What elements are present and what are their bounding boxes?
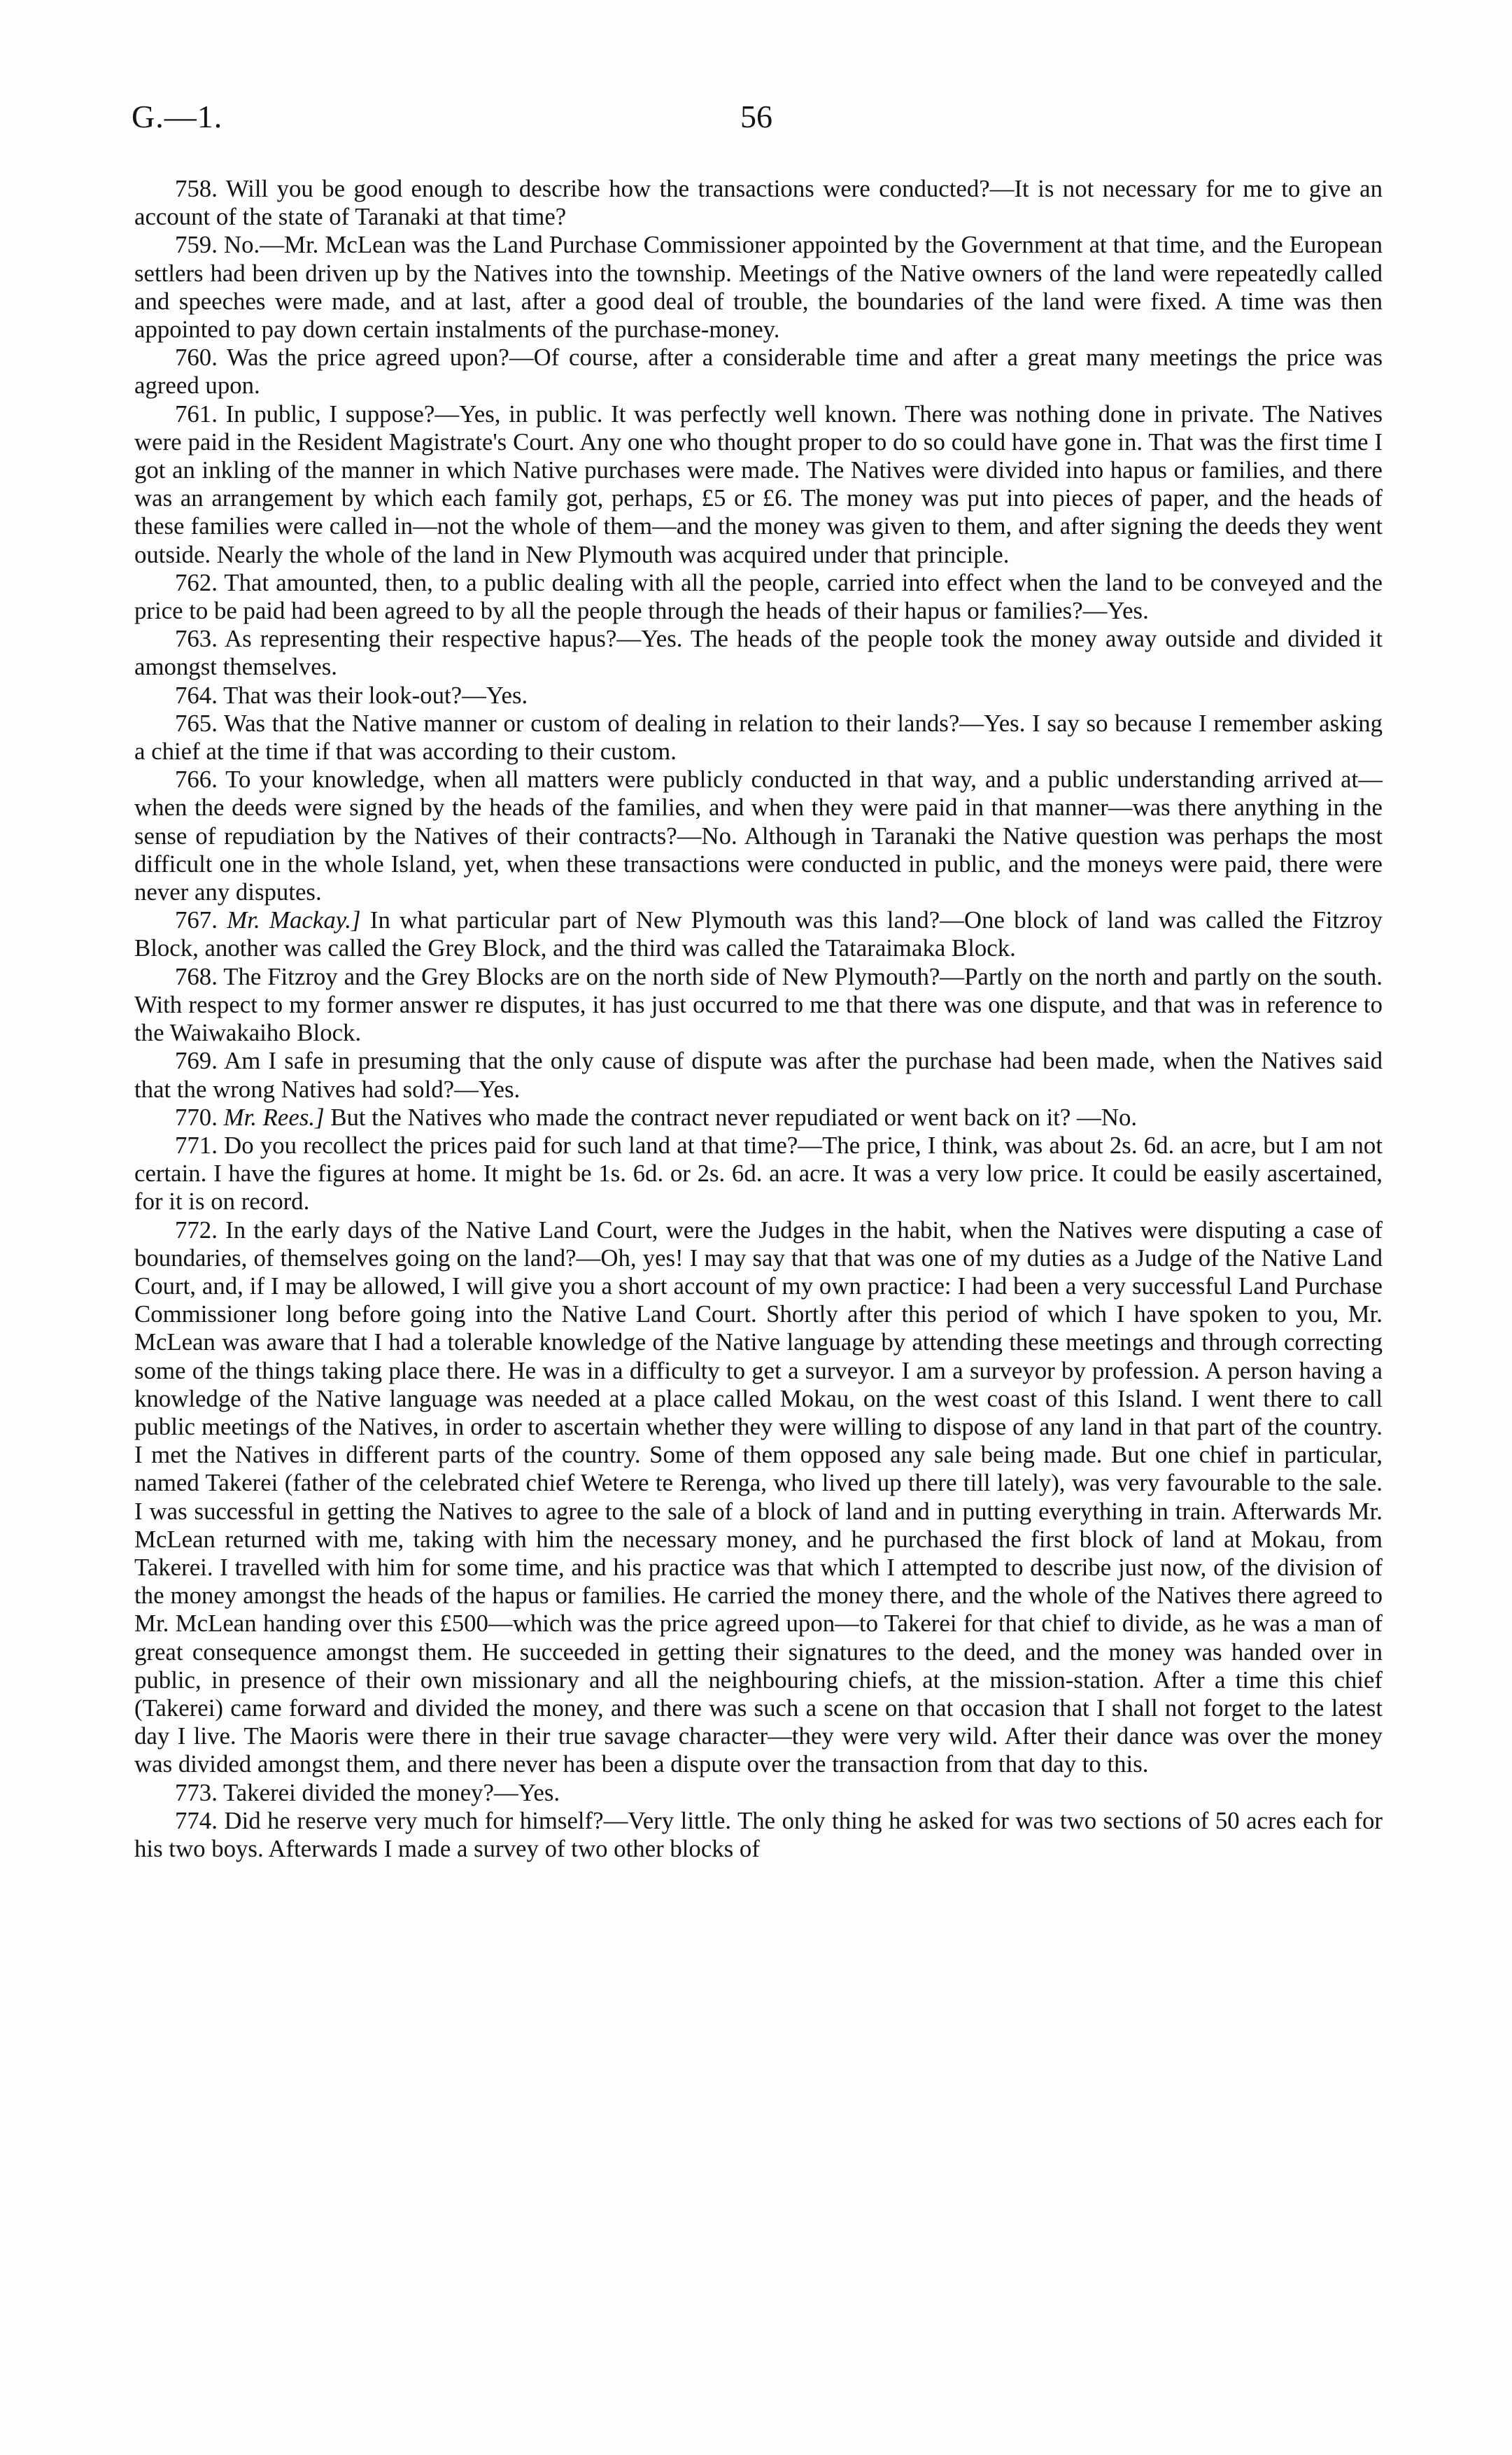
paragraph-768 <box>134 963 1383 1048</box>
question-number: 762. <box>175 568 218 596</box>
paragraph-773 <box>134 1779 1383 1807</box>
question-number: 770. <box>175 1103 218 1131</box>
question-number: 766. <box>175 766 218 794</box>
paragraph-text: No.—Mr. McLean was the Land Purchase Commissioner appointed by the Government at that time, and the European settlers had been driven up by the Natives into the township. Meetings of the Native owners of the land were repeatedly called and speeches were made, and at last, after a good deal of trouble, the boundaries of the land were fixed. A time was then appointed to pay down certain instalments of the purchase-money. <box>134 231 1383 344</box>
question-number: 772. <box>175 1216 218 1244</box>
question-number: 774. <box>175 1806 218 1834</box>
paragraph-771 <box>134 1132 1383 1216</box>
question-number: 769. <box>175 1047 218 1075</box>
question-number: 764. <box>175 681 218 709</box>
paragraph-766 <box>134 766 1383 906</box>
paragraph-765 <box>134 710 1383 766</box>
paragraph-767 <box>134 906 1383 962</box>
paragraph-text: That was their look-out?—Yes. <box>222 681 528 709</box>
paragraph-text: In the early days of the Native Land Court, were the Judges in the habit, when the Natives were disputing a case of boundaries, of themselves going on the land?—Oh, yes! I may say that that was one of my duties as a Judge of the Native Land Court, and, if I may be allowed, I will give you a short account of my own practice: I had been a very successful Land Purchase Commissioner long before going into the Native Land Court. Shortly after this period of which I have spoken to you, Mr. McLean was aware that I had a tolerable knowledge of the Native language by attending these meetings and through correcting some of the things taking place there. He was in a difficulty to get a surveyor. I am a surveyor by profession. A person having a knowledge of the Native language was needed at a place called Mokau, on the west coast of this Island. I went there to call public meetings of the Natives, in order to ascertain whether they were willing to dispose of any land in that part of the country. I met the Natives in different parts of the country. Some of them opposed any sale being made. But one chief in particular, named Takerei (father of the celebrated chief Wetere te Rerenga, who lived up there till lately), was very favourable to the sale. I was successful in getting the Natives to agree to the sale of a block of land and in putting everything in train. Afterwards Mr. McLean returned with me, taking with him the necessary money, and he purchased the first block of land at Mokau, from Takerei. I travelled with him for some time, and his practice was that which I attempted to describe just now, of the division of the money amongst the heads of the hapus or families. He carried the money there, and the whole of the Natives there agreed to Mr. McLean handing over this £500—which was the price agreed upon—to Takerei for that chief to divide, as he was a man of great consequence amongst them. He succeeded in getting their signatures to the deed, and the money was handed over in public, in presence of their own missionary and all the neighbouring chiefs, at the mission-station. After a time this chief (Takerei) came forward and divided the money, and there was such a scene on that occasion that I shall not forget to the latest day I live. The Maoris were there in their true savage character—they were very wild. After their dance was over the money was divided amongst them, and there never has been a dispute over the transaction from that day to this. <box>134 1216 1383 1778</box>
question-number: 773. <box>175 1778 218 1806</box>
speaker-label: Mr. Mackay.] <box>227 906 361 934</box>
paragraph-759 <box>134 231 1383 344</box>
question-number: 768. <box>175 962 218 990</box>
document-reference: G.—1. <box>132 99 223 134</box>
paragraph-758 <box>134 175 1383 231</box>
paragraph-text: Will you be good enough to describe how the transactions were conducted?—It is not necessary for me to give an account of the state of Taranaki at that time? <box>134 175 1383 231</box>
paragraph-text: To your knowledge, when all matters were publicly conducted in that way, and a public understanding arrived at—when the deeds were signed by the heads of the families, and when they were paid in that manner—was there anything in the sense of repudiation by the Natives of their contracts?—No. Although in Taranaki the Native question was perhaps the most difficult one in the whole Island, yet, when these transactions were conducted in public, and the moneys were paid, there were never any disputes. <box>134 766 1383 906</box>
question-number: 759. <box>175 231 218 259</box>
paragraph-772 <box>134 1216 1383 1779</box>
question-number: 765. <box>175 709 218 737</box>
paragraph-762 <box>134 569 1383 625</box>
paragraph-770 <box>134 1104 1383 1132</box>
speaker-label: Mr. Rees.] <box>223 1103 325 1131</box>
paragraph-text: Did he reserve very much for himself?—Very little. The only thing he asked for was two sections of 50 acres each for his two boys. Afterwards I made a survey of two other blocks of <box>134 1806 1383 1862</box>
paragraph-764 <box>134 682 1383 710</box>
paragraph-769 <box>134 1047 1383 1103</box>
paragraph-text: But the Natives who made the contract never repudiated or went back on it? —No. <box>330 1103 1138 1131</box>
paragraph-text: Takerei divided the money?—Yes. <box>222 1778 560 1806</box>
question-number: 763. <box>175 625 218 653</box>
paragraph-text: That amounted, then, to a public dealing with all the people, carried into effect when the land to be conveyed and the price to be paid had been agreed to by all the people through the heads of their hapus or families?—Yes. <box>134 568 1383 625</box>
question-number: 760. <box>175 344 218 372</box>
page-number: 56 <box>740 99 772 134</box>
paragraph-774 <box>134 1807 1383 1863</box>
evidence-text <box>134 175 1383 1863</box>
paragraph-760 <box>134 344 1383 400</box>
question-number: 761. <box>175 400 218 428</box>
paragraph-text: The Fitzroy and the Grey Blocks are on the north side of New Plymouth?—Partly on the north and partly on the south. With respect to my former answer re disputes, it has just occurred to me that there was one dispute, and that was in reference to the Waiwakaiho Block. <box>134 962 1383 1047</box>
question-number: 758. <box>175 175 218 202</box>
paragraph-text: Do you recollect the prices paid for such land at that time?—The price, I think, was about 2s. 6d. an acre, but I am not certain. I have the figures at home. It might be 1s. 6d. or 2s. 6d. an acre. It was a very low price. It could be easily ascertained, for it is on record. <box>134 1131 1383 1216</box>
paragraph-761 <box>134 400 1383 569</box>
paragraph-text: In public, I suppose?—Yes, in public. It was perfectly well known. There was nothing done in private. The Natives were paid in the Resident Magistrate's Court. Any one who thought proper to do so could have gone in. That was the first time I got an inkling of the manner in which Native purchases were made. The Natives were divided into hapus or families, and there was an arrangement by which each family got, perhaps, £5 or £6. The money was put into pieces of paper, and the heads of these families were called in—not the whole of them—and the money was given to them, and after signing the deeds they went outside. Nearly the whole of the land in New Plymouth was acquired under that principle. <box>134 400 1383 568</box>
question-number: 771. <box>175 1131 218 1159</box>
paragraph-763 <box>134 625 1383 681</box>
paragraph-text: Was that the Native manner or custom of dealing in relation to their lands?—Yes. I say so because I remember asking a chief at the time if that was according to their custom. <box>134 709 1383 766</box>
paragraph-text: In what particular part of New Plymouth was this land?—One block of land was called the Fitzroy Block, another was called the Grey Block, and the third was called the Tataraimaka Block. <box>134 906 1383 962</box>
paragraph-text: Was the price agreed upon?—Of course, after a considerable time and after a great many meetings the price was agreed upon. <box>134 344 1383 400</box>
paragraph-text: Am I safe in presuming that the only cause of dispute was after the purchase had been made, when the Natives said that the wrong Natives had sold?—Yes. <box>134 1047 1383 1103</box>
question-number: 767. <box>175 906 218 934</box>
paragraph-text: As representing their respective hapus?—Yes. The heads of the people took the money away outside and divided it amongst themselves. <box>134 625 1383 681</box>
